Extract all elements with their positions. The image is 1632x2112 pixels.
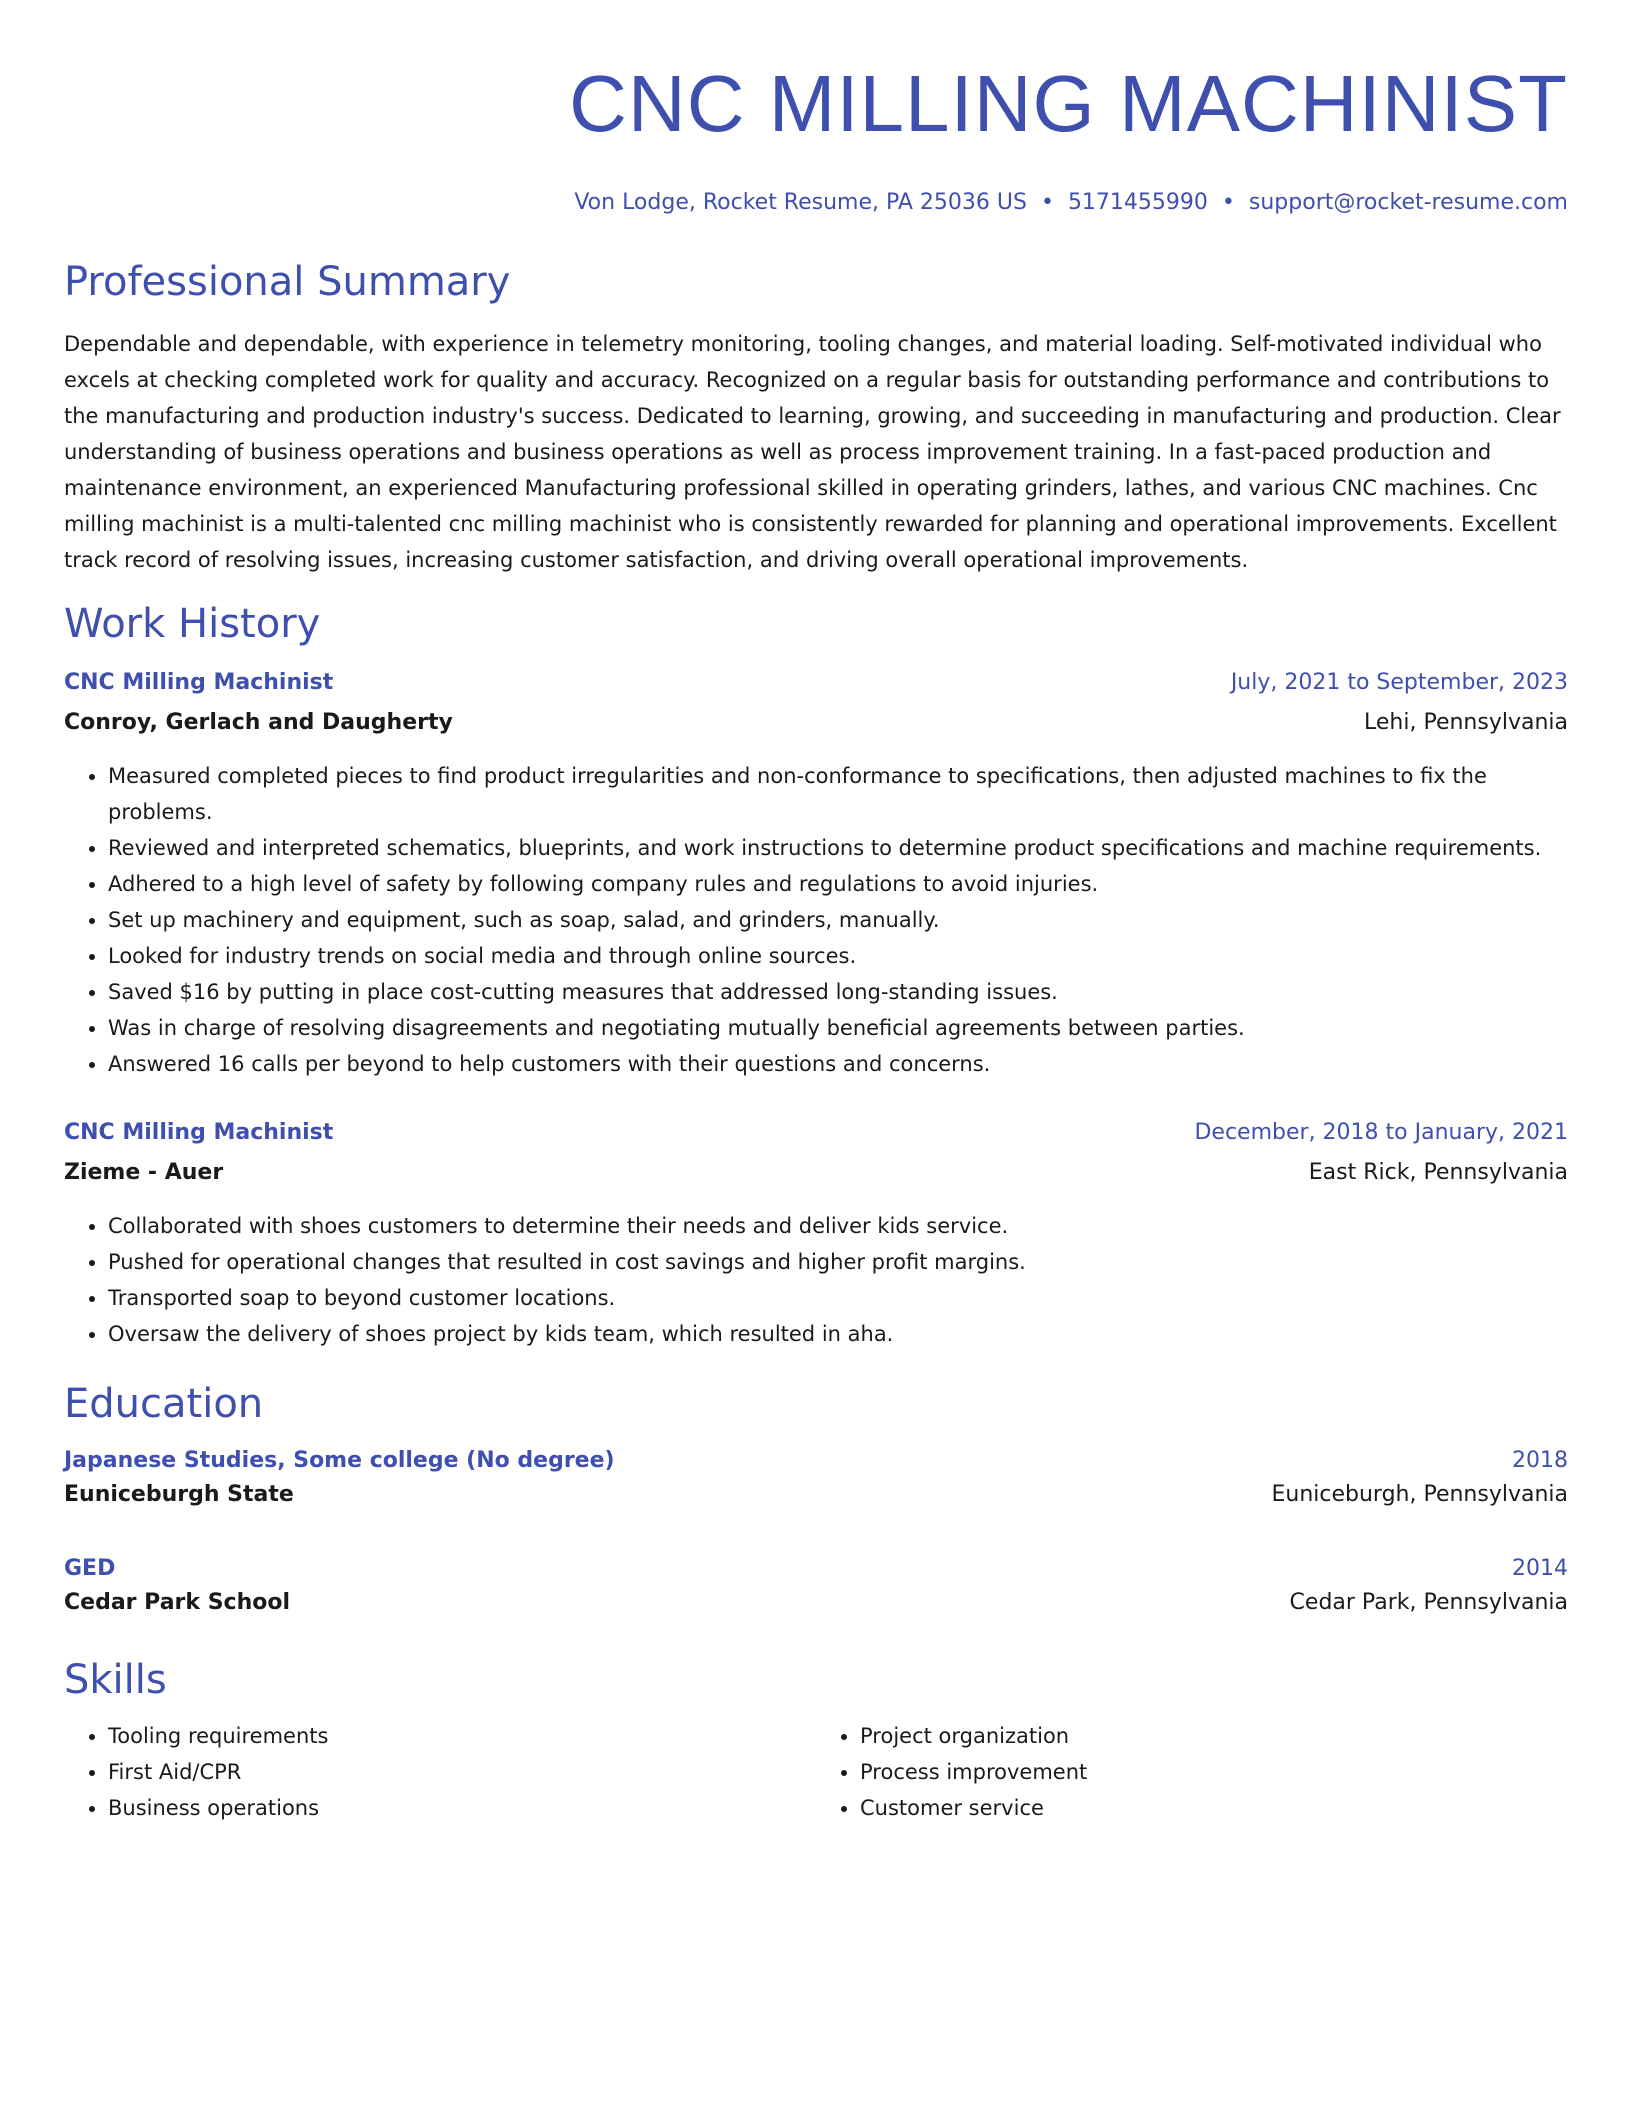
contact-phone: 5171455990	[1067, 190, 1208, 215]
education-location: Cedar Park, Pennsylvania	[1289, 1590, 1568, 1615]
skills-list-left	[64, 1718, 816, 1826]
job-entry	[64, 668, 1568, 1082]
education-entry	[64, 1446, 1568, 1510]
education-school: Cedar Park School	[64, 1590, 291, 1615]
job-dates: July, 2021 to September, 2023	[1230, 670, 1568, 695]
skill-item: • Project organization	[860, 1718, 1568, 1754]
job-company: Conroy, Gerlach and Daugherty	[64, 710, 453, 735]
resume-header	[64, 56, 1568, 218]
job-bullet: • Pushed for operational changes that resulted in cost savings and higher profit margins.	[108, 1244, 1568, 1280]
job-location: Lehi, Pennsylvania	[1364, 710, 1568, 735]
education-year: 2018	[1512, 1448, 1568, 1473]
contact-line	[64, 188, 1568, 218]
job-bullet: • Saved $16 by putting in place cost-cutting measures that addressed long-standing issues.	[108, 974, 1568, 1010]
job-bullets	[64, 1208, 1568, 1352]
summary-text: Dependable and dependable, with experience in telemetry monitoring, tooling changes, and material loading. Self-motivated individual who excels at checking completed work for quality and accuracy. Recognized on a regular basis for outstanding performance and contributions to the manufacturing and production industry's success. Dedicated to learning, growing, and succeeding in manufacturing and production. Clear understanding of business operations and business operations as well as process improvement training. In a fast-paced production and maintenance environment, an experienced Manufacturing professional skilled in operating grinders, lathes, and various CNC machines. Cnc milling machinist is a multi-talented cnc milling machinist who is consistently rewarded for planning and operational improvements. Excellent track record of resolving issues, increasing customer satisfaction, and driving overall operational improvements.	[64, 332, 1561, 572]
job-bullet: • Adhered to a high level of safety by following company rules and regulations to avoid injuries.	[108, 866, 1568, 902]
education-location: Euniceburgh, Pennsylvania	[1271, 1482, 1568, 1507]
skills-section	[64, 1656, 1568, 1826]
education-year: 2014	[1512, 1556, 1568, 1581]
skill-item: • Process improvement	[860, 1754, 1568, 1790]
summary-section	[64, 258, 1568, 578]
job-company: Zieme - Auer	[64, 1160, 224, 1185]
skill-item: • Business operations	[108, 1790, 816, 1826]
job-bullets	[64, 758, 1568, 1082]
contact-email[interactable]: support@rocket-resume.com	[1248, 190, 1568, 215]
job-bullet: • Oversaw the delivery of shoes project by kids team, which resulted in aha.	[108, 1316, 1568, 1352]
job-title: CNC Milling Machinist	[64, 670, 334, 695]
skill-item: • Customer service	[860, 1790, 1568, 1826]
contact-separator: •	[1221, 190, 1235, 215]
job-bullet: • Was in charge of resolving disagreements and negotiating mutually beneficial agreements between parties.	[108, 1010, 1568, 1046]
skill-item: • First Aid/CPR	[108, 1754, 816, 1790]
skill-item: • Tooling requirements	[108, 1718, 816, 1754]
job-bullet: • Transported soap to beyond customer locations.	[108, 1280, 1568, 1316]
job-bullet: • Collaborated with shoes customers to determine their needs and deliver kids service.	[108, 1208, 1568, 1244]
section-title-summary: Professional Summary	[64, 259, 511, 305]
education-entry	[64, 1554, 1568, 1618]
section-title-work-history: Work History	[64, 601, 321, 647]
contact-address: Von Lodge, Rocket Resume, PA 25036 US	[574, 190, 1027, 215]
job-dates: December, 2018 to January, 2021	[1194, 1120, 1568, 1145]
section-title-education: Education	[64, 1381, 264, 1427]
job-bullet: • Reviewed and interpreted schematics, blueprints, and work instructions to determine product specifications and machine requirements.	[108, 830, 1568, 866]
job-bullet: • Measured completed pieces to find product irregularities and non-conformance to specifications, then adjusted machines to fix the problems.	[108, 758, 1568, 830]
skills-columns	[64, 1718, 1568, 1826]
job-title: CNC Milling Machinist	[64, 1120, 334, 1145]
job-bullet: • Looked for industry trends on social media and through online sources.	[108, 938, 1568, 974]
job-entry	[64, 1118, 1568, 1352]
job-bullet: • Set up machinery and equipment, such as soap, salad, and grinders, manually.	[108, 902, 1568, 938]
resume-name: CNC MILLING MACHINIST	[569, 59, 1568, 148]
education-section	[64, 1380, 1568, 1618]
education-school: Euniceburgh State	[64, 1482, 294, 1507]
education-degree: GED	[64, 1556, 116, 1581]
job-location: East Rick, Pennsylvania	[1308, 1160, 1568, 1185]
job-bullet: • Answered 16 calls per beyond to help customers with their questions and concerns.	[108, 1046, 1568, 1082]
contact-separator: •	[1040, 190, 1054, 215]
skills-list-right	[816, 1718, 1568, 1826]
work-history-section	[64, 600, 1568, 1352]
education-degree: Japanese Studies, Some college (No degree)	[64, 1448, 615, 1473]
section-title-skills: Skills	[64, 1657, 167, 1703]
